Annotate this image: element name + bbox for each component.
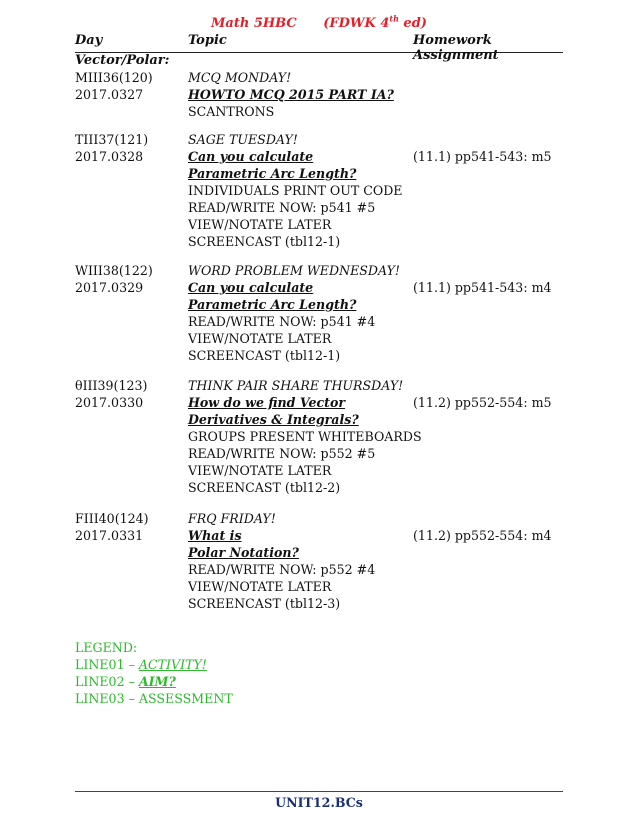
homework-assignment: (11.2) pp552-554: m5 [413,395,552,410]
note-line: VIEW/NOTATE LATER [188,463,332,478]
note-line: GROUPS PRESENT WHITEBOARDS [188,429,422,444]
aim-line: How do we find Vector [188,395,346,410]
activity-line: MCQ MONDAY! [188,70,292,85]
aim-line: Polar Notation? [188,545,299,560]
aim-line: What is [188,528,242,543]
entry-date: 2017.0327 [75,87,144,102]
note-line: READ/WRITE NOW: p552 #5 [188,446,376,461]
aim-line: Derivatives & Integrals? [188,412,359,427]
day-code: FIII40(124) [75,511,149,526]
note-line: VIEW/NOTATE LATER [188,217,332,232]
aim-line: Parametric Arc Length? [188,166,357,181]
day-code: TIII37(121) [75,132,149,147]
note-line: SCREENCAST (tbl12-3) [188,596,341,611]
note-line: READ/WRITE NOW: p541 #5 [188,200,376,215]
note-line: READ/WRITE NOW: p552 #4 [188,562,376,577]
edition-label: (FDWK 4th ed) [323,14,427,32]
note-line: SCREENCAST (tbl12-2) [188,480,341,495]
activity-line: SAGE TUESDAY! [188,132,298,147]
entry-date: 2017.0331 [75,528,144,543]
legend-title: LEGEND: [75,640,138,655]
legend-line-assessment: LINE03 – ASSESSMENT [75,691,233,706]
legend [75,639,233,707]
entry-date: 2017.0328 [75,149,144,164]
note-line: VIEW/NOTATE LATER [188,331,332,346]
note-line: INDIVIDUALS PRINT OUT CODE [188,183,403,198]
homework-assignment: (11.2) pp552-554: m4 [413,528,552,543]
document-title [0,14,638,31]
course-name: Math 5HBC [211,16,297,32]
activity-line: WORD PROBLEM WEDNESDAY! [188,263,400,278]
entry-date: 2017.0329 [75,280,144,295]
day-code: θIII39(123) [75,378,148,393]
column-header-topic: Topic [188,33,227,48]
section-label: Vector/Polar: [75,53,170,68]
note-line: SCREENCAST (tbl12-1) [188,234,341,249]
legend-line-activity: LINE01 – ACTIVITY! [75,657,207,672]
aim-line: Can you calculate [188,149,314,164]
homework-assignment: (11.1) pp541-543: m4 [413,280,552,295]
note-line: VIEW/NOTATE LATER [188,579,332,594]
activity-line: THINK PAIR SHARE THURSDAY! [188,378,404,393]
note-line: SCANTRONS [188,104,275,119]
homework-assignment: (11.1) pp541-543: m5 [413,149,552,164]
entry-date: 2017.0330 [75,395,144,410]
footer-divider [75,791,563,792]
note-line: READ/WRITE NOW: p541 #4 [188,314,376,329]
aim-line: Parametric Arc Length? [188,297,357,312]
note-line: SCREENCAST (tbl12-1) [188,348,341,363]
day-code: WIII38(122) [75,263,153,278]
day-code: MIII36(120) [75,70,153,85]
activity-line: FRQ FRIDAY! [188,511,276,526]
aim-line: Can you calculate [188,280,314,295]
column-header-homework: Homework Assignment [413,33,499,63]
aim-line: HOWTO MCQ 2015 PART IA? [188,87,394,102]
column-header-day: Day [75,33,103,48]
legend-line-aim: LINE02 – AIM? [75,674,176,689]
page-footer: UNIT12.BCs [275,795,363,810]
